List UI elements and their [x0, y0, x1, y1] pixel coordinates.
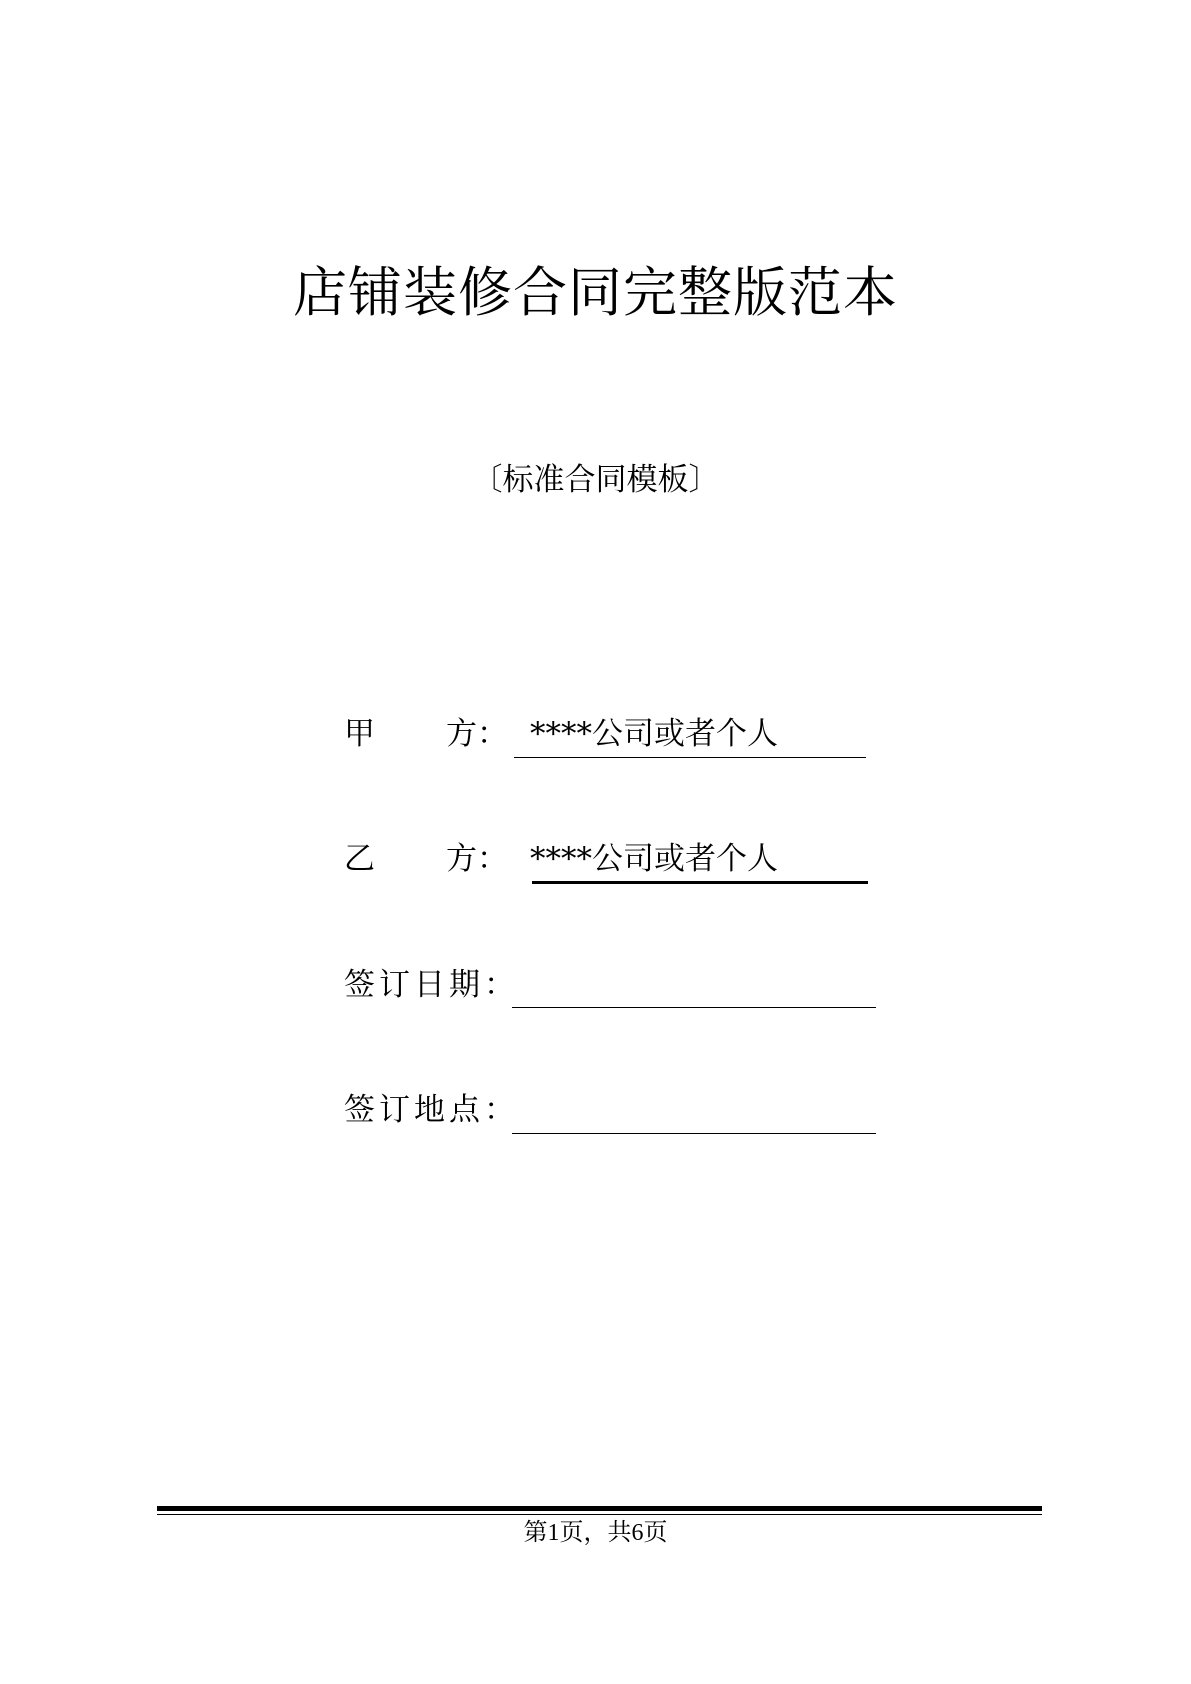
document-subtitle: 〔标准合同模板〕 — [471, 462, 720, 498]
party-a-value[interactable]: ****公司或者个人 — [530, 716, 778, 752]
sign-date-underline — [512, 1007, 876, 1008]
page-number: 第1页，共6页 — [523, 1520, 668, 1546]
sign-date-label: 签订日期： — [344, 967, 519, 1003]
party-b-label-left: 乙 — [344, 841, 375, 877]
party-a-label-right: 方： — [446, 716, 508, 752]
party-b-underline — [532, 881, 868, 884]
sign-place-label: 签订地点： — [344, 1092, 519, 1128]
footer-rule-thick — [157, 1506, 1042, 1511]
party-b-label-right: 方： — [446, 841, 508, 877]
document-title: 店铺装修合同完整版范本 — [293, 261, 898, 324]
party-b-value[interactable]: ****公司或者个人 — [530, 841, 778, 877]
party-a-underline — [514, 757, 866, 758]
footer-rule-thin — [157, 1514, 1042, 1515]
party-a-label-left: 甲 — [344, 716, 375, 752]
sign-place-underline — [512, 1133, 876, 1134]
